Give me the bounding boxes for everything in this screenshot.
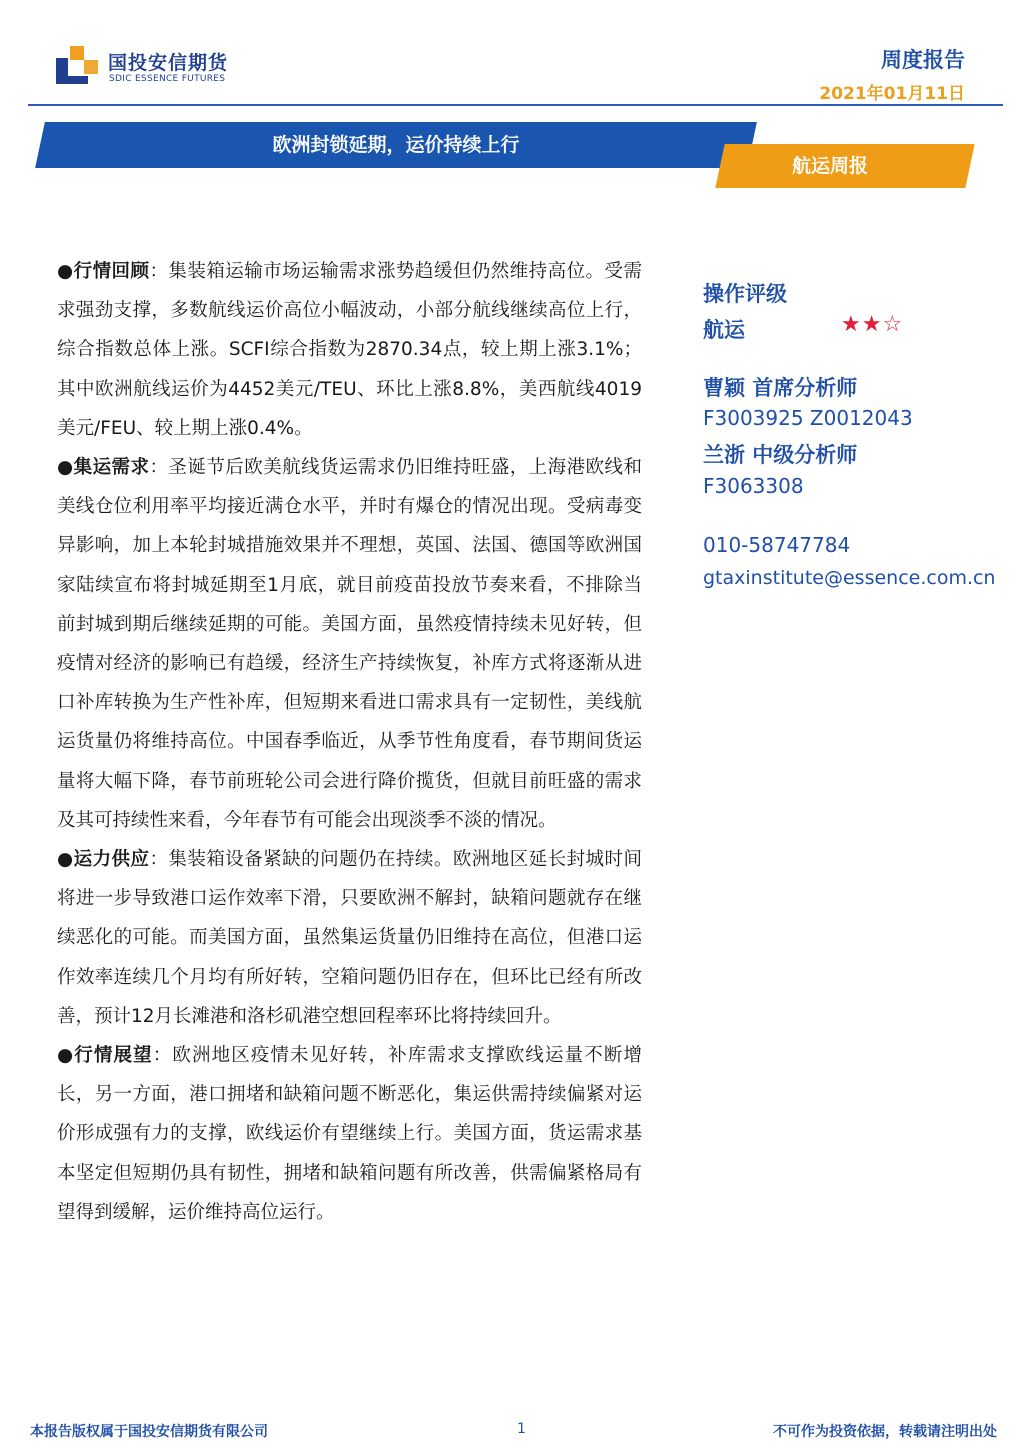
rating-stars: ★★☆ [841,312,904,337]
company-logo [56,40,236,90]
sector-name: 航运 [703,318,745,342]
section-shipping-demand [57,448,642,840]
page-number: 1 [517,1421,526,1437]
section-text: ：圣诞节后欧美航线货运需求仍旧维持旺盛，上海港欧线和美线仓位利用率平均接近满仓水平，并时有爆仓的情况出现。受病毒变异影响，加上本轮封城措施效果并不理想，英国、法国、德国等欧洲国家陆续宣布将封城延期至1月底，就目前疫苗投放节奏来看，不排除当前封城到期后继续延期的可能。美国方面，虽然疫情持续未见好转，但疫情对经济的影响已有趋缓，经济生产持续恢复，补库方式将逐渐从进口补库转换为生产性补库，但短期来看进口需求具有一定韧性，美线航运货量仍将维持高位。中国春季临近，从季节性角度看，春节期间货运量将大幅下降，春节前班轮公司会进行降价揽货，但就目前旺盛的需求及其可持续性来看，今年春节有可能会出现淡季不淡的情况。 [57,457,642,831]
section-text: ：集装箱设备紧缺的问题仍在持续。欧洲地区延长封城时间将进一步导致港口运作效率下滑，只要欧洲不解封，缺箱问题就存在继续恶化的可能。而美国方面，虽然集运货量仍旧维持在高位，但港口运作效率连续几个月均有所好转，空箱问题仍旧存在，但环比已经有所改善，预计12月长滩港和洛杉矶港空想回程率环比将持续回升。 [57,849,642,1027]
logo-english-name: SDIC ESSENCE FUTURES [109,74,226,84]
header-divider [28,104,1003,106]
category-tag: 航运周报 [791,155,868,177]
footer-disclaimer: 不可作为投资依据，转载请注明出处 [773,1424,997,1440]
analyst-2-code: F3063308 [703,474,804,498]
section-market-review [57,252,642,448]
logo-mark-icon [56,46,98,84]
analyst-2: 兰浙 中级分析师 [703,443,858,467]
analyst-1-codes: F3003925 Z0012043 [703,406,913,430]
section-outlook [57,1036,642,1232]
section-label: ●运力供应 [57,849,150,871]
report-date: 2021年01月11日 [819,84,965,104]
rating-title: 操作评级 [703,282,787,306]
section-label: ●行情回顾 [57,261,150,282]
report-body [57,252,642,1232]
report-type: 周度报告 [881,48,965,72]
footer-copyright: 本报告版权属于国投安信期货有限公司 [30,1424,268,1440]
contact-email[interactable]: gtaxinstitute@essence.com.cn [703,567,996,589]
section-text: ：集装箱运输市场运输需求涨势趋缓但仍然维持高位。受需求强劲支撑，多数航线运价高位小幅波动，小部分航线继续高位上行，综合指数总体上涨。SCFI综合指数为2870.34点，较上期上涨3.1%；其中欧洲航线运价为4452美元/TEU、环比上涨8.8%，美西航线4019美元/FEU、较上期上涨0.4%。 [57,261,642,439]
section-label: ●行情展望 [57,1045,153,1067]
section-capacity-supply [57,840,642,1036]
report-title: 欧洲封锁延期，运价持续上行 [272,134,520,156]
contact-phone: 010-58747784 [703,533,851,557]
section-text: ：欧洲地区疫情未见好转，补库需求支撑欧线运量不断增长，另一方面，港口拥堵和缺箱问题不断恶化，集运供需持续偏紧对运价形成强有力的支撑，欧线运价有望继续上行。美国方面，货运需求基本坚定但短期仍具有韧性，拥堵和缺箱问题有所改善，供需偏紧格局有望得到缓解，运价维持高位运行。 [57,1045,642,1223]
analyst-1: 曹颖 首席分析师 [703,376,858,400]
section-label: ●集运需求 [57,457,150,479]
logo-chinese-name: 国投安信期货 [108,52,229,74]
